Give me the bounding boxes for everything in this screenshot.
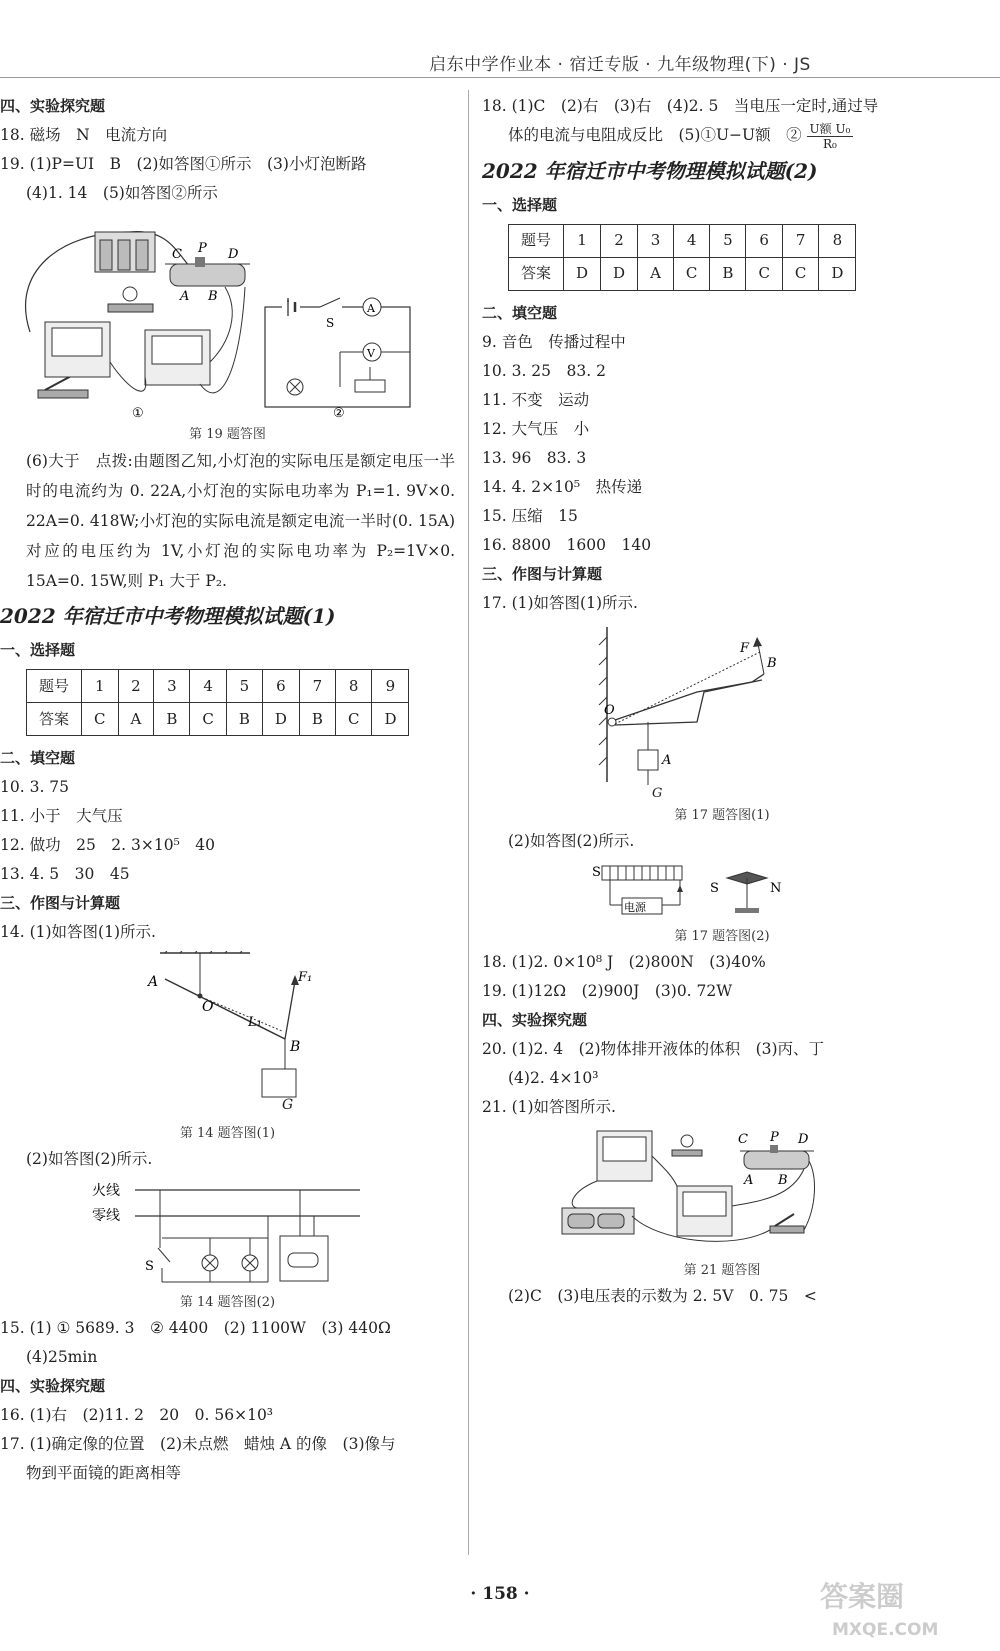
right-column xyxy=(482,92,962,1311)
table-cell: A xyxy=(118,703,154,736)
answer-line: 9. 音色 传播过程中 xyxy=(482,332,626,351)
answer-table-1 xyxy=(26,669,409,736)
answer-line: 17. (1)如答图(1)所示. xyxy=(482,593,638,612)
answer-line: 13. 96 83. 3 xyxy=(482,448,587,467)
answer-line: (2)如答图(2)所示. xyxy=(26,1150,153,1168)
table-cell: B xyxy=(299,703,335,736)
table-cell: 4 xyxy=(673,224,709,257)
lever-diagram-14 xyxy=(0,951,455,1101)
answer-line: (2)如答图(2)所示. xyxy=(508,831,635,850)
label-l1: L₁ xyxy=(248,1015,262,1030)
figure-21 xyxy=(482,1126,962,1256)
circuit-diagram-21 xyxy=(482,1126,962,1256)
table-row xyxy=(509,257,856,290)
label-d: D xyxy=(228,247,239,262)
answer-line xyxy=(482,121,962,151)
answer-line: 17. (1)确定像的位置 (2)未点燃 蜡烛 A 的像 (3)像与 xyxy=(0,1435,396,1453)
label-live: 火线 xyxy=(92,1183,120,1199)
figure-19 xyxy=(0,212,455,420)
table-cell: 8 xyxy=(819,224,856,257)
lever-diagram-17 xyxy=(482,622,962,787)
section-heading: 四、实验探究题 xyxy=(482,1010,588,1029)
answer-line: 16. (1)右 (2)11. 2 20 0. 56×10³ xyxy=(0,1406,274,1424)
table-cell: 1 xyxy=(82,670,118,703)
answer-line: 14. 4. 2×10⁵ 热传递 xyxy=(482,477,643,496)
label-ammeter: A xyxy=(367,302,375,315)
label-b: B xyxy=(290,1039,301,1055)
table-cell: C xyxy=(335,703,371,736)
figure-14-2 xyxy=(0,1178,455,1288)
table-cell: 2 xyxy=(118,670,154,703)
table-cell: 6 xyxy=(746,224,782,257)
label-s2: S xyxy=(710,880,719,896)
table-cell: 5 xyxy=(226,670,262,703)
answer-line: (4)2. 4×10³ xyxy=(508,1068,599,1087)
section-heading: 一、选择题 xyxy=(482,195,558,214)
answer-line: 16. 8800 1600 140 xyxy=(482,535,652,554)
table-cell: 2 xyxy=(601,224,638,257)
answer-line: 14. (1)如答图(1)所示. xyxy=(0,923,156,941)
figure-caption: 第 14 题答图(1) xyxy=(179,1126,276,1141)
section-heading: 三、作图与计算题 xyxy=(482,564,603,583)
table-cell: 题号 xyxy=(27,670,82,703)
answer-line: 11. 小于 大气压 xyxy=(0,807,123,825)
section-heading: 二、填空题 xyxy=(0,749,76,767)
label-fig2: ② xyxy=(333,406,345,420)
label-a: A xyxy=(148,974,159,990)
table-cell: C xyxy=(673,257,709,290)
fraction xyxy=(807,122,854,151)
label-p: P xyxy=(770,1129,779,1145)
table-cell: C xyxy=(782,257,818,290)
label-o: O xyxy=(202,999,214,1015)
label-g: G xyxy=(282,1097,294,1113)
answer-line: (4)25min xyxy=(26,1348,98,1366)
label-a: A xyxy=(662,752,672,768)
answer-line: 21. (1)如答图所示. xyxy=(482,1097,616,1116)
section-heading: 一、选择题 xyxy=(0,641,76,659)
label-s: S xyxy=(145,1259,154,1274)
label-b: B xyxy=(778,1172,788,1188)
table-row xyxy=(27,703,409,736)
answer-line: (2)C (3)电压表的示数为 2. 5V 0. 75 < xyxy=(508,1286,817,1305)
header-title: 启东中学作业本 · 宿迁专版 · 九年级物理(下) · JS xyxy=(429,55,811,75)
table-cell: B xyxy=(154,703,190,736)
label-fig1: ① xyxy=(132,406,144,420)
table-cell: 7 xyxy=(299,670,335,703)
answer-line: 19. (1)12Ω (2)900J (3)0. 72W xyxy=(482,981,733,1000)
page-number: · 158 · xyxy=(470,1584,530,1604)
answer-line: 19. (1)P=UI B (2)如答图①所示 (3)小灯泡断路 xyxy=(0,155,367,173)
answer-text: 体的电流与电阻成反比 (5)①U−U额 ② xyxy=(508,126,802,144)
table-cell: 答案 xyxy=(27,703,82,736)
answer-line: 物到平面镜的距离相等 xyxy=(26,1464,182,1482)
table-cell: 6 xyxy=(262,670,299,703)
answer-line: 18. 磁场 N 电流方向 xyxy=(0,126,168,144)
answer-line: 18. (1)C (2)右 (3)右 (4)2. 5 当电压一定时,通过导 xyxy=(482,97,879,115)
answer-line: 12. 做功 25 2. 3×10⁵ 40 xyxy=(0,836,216,854)
table-cell: D xyxy=(601,257,638,290)
exam-title: 2022 年宿迁市中考物理模拟试题(1) xyxy=(0,604,336,628)
answer-line: 20. (1)2. 4 (2)物体排开液体的体积 (3)丙、丁 xyxy=(482,1039,825,1058)
label-f: F xyxy=(740,640,750,656)
label-c: C xyxy=(738,1131,748,1147)
answer-table-2 xyxy=(508,224,856,291)
label-s: S xyxy=(326,316,335,330)
figure-caption: 第 21 题答图 xyxy=(683,1262,761,1278)
table-cell: C xyxy=(190,703,226,736)
label-neutral: 零线 xyxy=(92,1208,120,1224)
label-n: N xyxy=(770,880,782,896)
answer-line: 13. 4. 5 30 45 xyxy=(0,865,130,883)
household-circuit xyxy=(0,1178,455,1288)
figure-17-2 xyxy=(482,860,962,922)
answer-line: 11. 不变 运动 xyxy=(482,390,590,409)
label-d: D xyxy=(798,1131,809,1147)
answer-line: 10. 3. 75 xyxy=(0,778,70,796)
fraction-denominator: R₀ xyxy=(823,136,837,151)
figure-14-1 xyxy=(0,951,455,1101)
exam-title: 2022 年宿迁市中考物理模拟试题(2) xyxy=(482,158,818,183)
g-row xyxy=(482,785,962,805)
label-p: P xyxy=(198,241,207,256)
label-voltmeter: V xyxy=(367,347,375,360)
column-divider xyxy=(468,90,469,1555)
figure-17-1 xyxy=(482,622,962,787)
table-cell: 8 xyxy=(335,670,371,703)
section-heading: 三、作图与计算题 xyxy=(0,894,121,912)
answer-line: 12. 大气压 小 xyxy=(482,419,590,438)
label-s: S xyxy=(592,864,601,880)
table-cell: D xyxy=(262,703,299,736)
section-heading: 二、填空题 xyxy=(482,303,558,322)
table-cell: D xyxy=(372,703,409,736)
section-heading: 四、实验探究题 xyxy=(0,97,106,115)
section-heading: 四、实验探究题 xyxy=(0,1377,106,1395)
figure-caption: 第 19 题答图 xyxy=(189,427,266,442)
g-row xyxy=(0,1097,455,1123)
figure-caption: 第 17 题答图(1) xyxy=(674,807,770,823)
label-b: B xyxy=(208,289,218,304)
circuit-diagram-19 xyxy=(0,212,455,420)
watermark-url: MXQE.COM xyxy=(832,1620,939,1640)
watermark-logo: 答案圈 xyxy=(820,1580,905,1613)
table-cell: 7 xyxy=(782,224,818,257)
answer-line: 15. 压缩 15 xyxy=(482,506,578,525)
answer-line: 18. (1)2. 0×10⁸ J (2)800N (3)40% xyxy=(482,952,766,971)
table-cell: 1 xyxy=(564,224,601,257)
electromagnet-diagram xyxy=(482,860,962,922)
figure-caption: 第 17 题答图(2) xyxy=(674,928,770,944)
label-c: C xyxy=(172,247,182,262)
label-a: A xyxy=(744,1172,754,1188)
fraction-numerator: U额 U₀ xyxy=(807,122,854,137)
answer-line: 10. 3. 25 83. 2 xyxy=(482,361,606,380)
table-cell: 3 xyxy=(154,670,190,703)
table-cell: C xyxy=(82,703,118,736)
table-row xyxy=(27,670,409,703)
table-cell: 4 xyxy=(190,670,226,703)
answer-line: (4)1. 14 (5)如答图②所示 xyxy=(26,184,218,202)
table-cell: C xyxy=(746,257,782,290)
table-cell: 9 xyxy=(372,670,409,703)
label-b: B xyxy=(767,655,777,671)
explanation-paragraph: (6)大于 点拨:由题图乙知,小灯泡的实际电压是额定电压一半时的电流约为 0. 22A,小灯泡的实际电功率为 P₁=1. 9V×0. 22A=0. 418W;小灯泡的实际电流是额定电流一半时(0. 15A)对应的电压约为 1V,小灯泡的实际电功率为 P₂=1V×0. 15A=0. 15W,则 P₁ 大于 P₂. xyxy=(26,452,455,590)
label-f1: F₁ xyxy=(298,970,313,985)
table-cell: 5 xyxy=(710,224,746,257)
table-cell: 3 xyxy=(638,224,674,257)
page-header xyxy=(0,50,1000,75)
table-row xyxy=(509,224,856,257)
label-power: 电源 xyxy=(624,900,646,914)
answer-line: 15. (1) ① 5689. 3 ② 4400 (2) 1100W (3) 440Ω xyxy=(0,1319,391,1337)
table-cell: B xyxy=(226,703,262,736)
label-o: O xyxy=(604,702,615,718)
table-cell: A xyxy=(638,257,674,290)
label-a: A xyxy=(180,289,190,304)
table-cell: 题号 xyxy=(509,224,564,257)
table-cell: D xyxy=(564,257,601,290)
header-rule xyxy=(0,77,1000,78)
left-column xyxy=(0,92,455,1488)
table-cell: B xyxy=(710,257,746,290)
table-cell: D xyxy=(819,257,856,290)
table-cell: 答案 xyxy=(509,257,564,290)
label-g: G xyxy=(652,785,663,801)
figure-caption: 第 14 题答图(2) xyxy=(179,1295,276,1310)
